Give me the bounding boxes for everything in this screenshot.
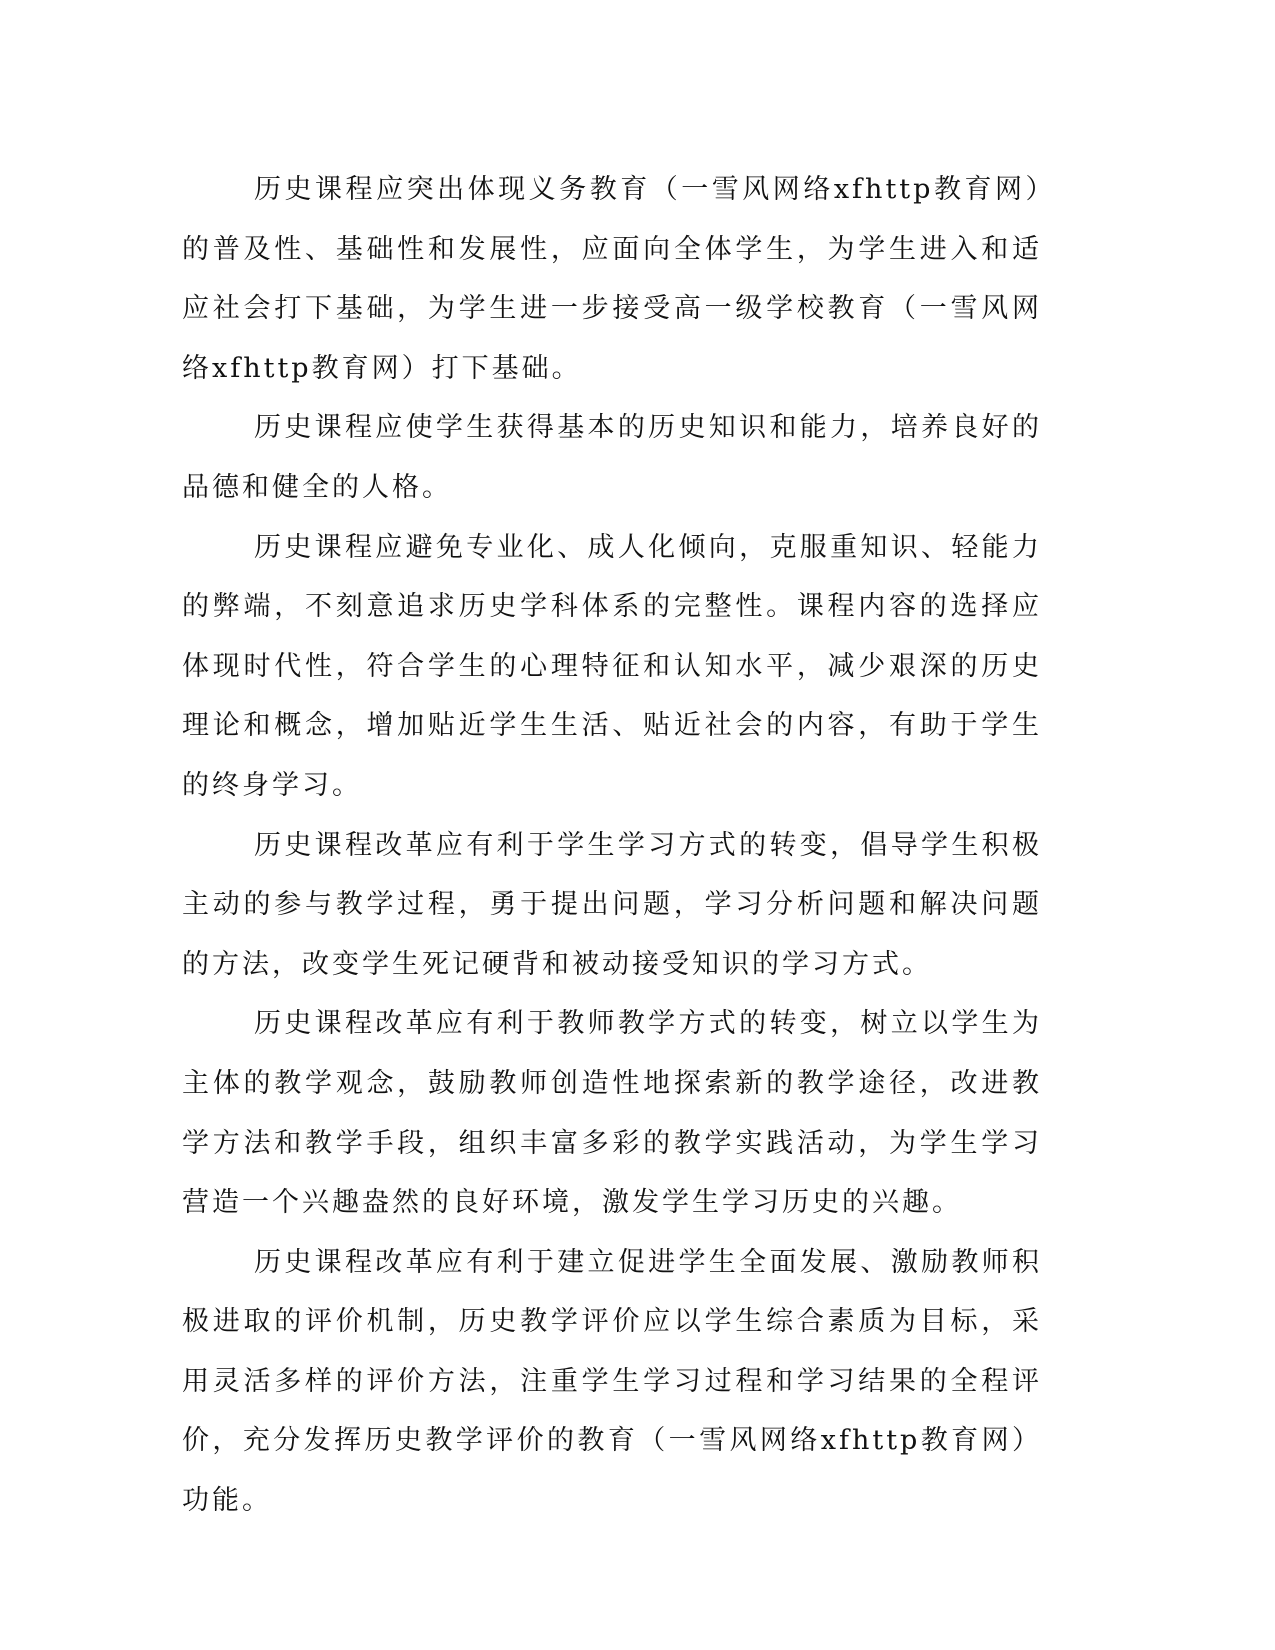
- paragraph-4: 历史课程改革应有利于学生学习方式的转变，倡导学生积极主动的参与教学过程，勇于提出问题，学习分析问题和解决问题的方法，改变学生死记硬背和被动接受知识的学习方式。: [182, 829, 1042, 980]
- document-body: [182, 160, 1042, 1531]
- paragraph-5: 历史课程改革应有利于教师教学方式的转变，树立以学生为主体的教学观念，鼓励教师创造性地探索新的教学途径，改进教学方法和教学手段，组织丰富多彩的教学实践活动，为学生学习营造一个兴趣盎然的良好环境，激发学生学习历史的兴趣。: [182, 1008, 1042, 1219]
- paragraph-2: 历史课程应使学生获得基本的历史知识和能力，培养良好的品德和健全的人格。: [182, 412, 1042, 503]
- paragraph-3: 历史课程应避免专业化、成人化倾向，克服重知识、轻能力的弊端，不刻意追求历史学科体系的完整性。课程内容的选择应体现时代性，符合学生的心理特征和认知水平，减少艰深的历史理论和概念，增加贴近学生生活、贴近社会的内容，有助于学生的终身学习。: [182, 531, 1042, 801]
- paragraph-1: 历史课程应突出体现义务教育（一雪风网络xfhttp教育网）的普及性、基础性和发展性，应面向全体学生，为学生进入和适应社会打下基础，为学生进一步接受高一级学校教育（一雪风网络xfhttp教育网）打下基础。: [182, 174, 1042, 384]
- paragraph-6: 历史课程改革应有利于建立促进学生全面发展、激励教师积极进取的评价机制，历史教学评价应以学生综合素质为目标，采用灵活多样的评价方法，注重学生学习过程和学习结果的全程评价，充分发挥历史教学评价的教育（一雪风网络xfhttp教育网）功能。: [182, 1246, 1042, 1517]
